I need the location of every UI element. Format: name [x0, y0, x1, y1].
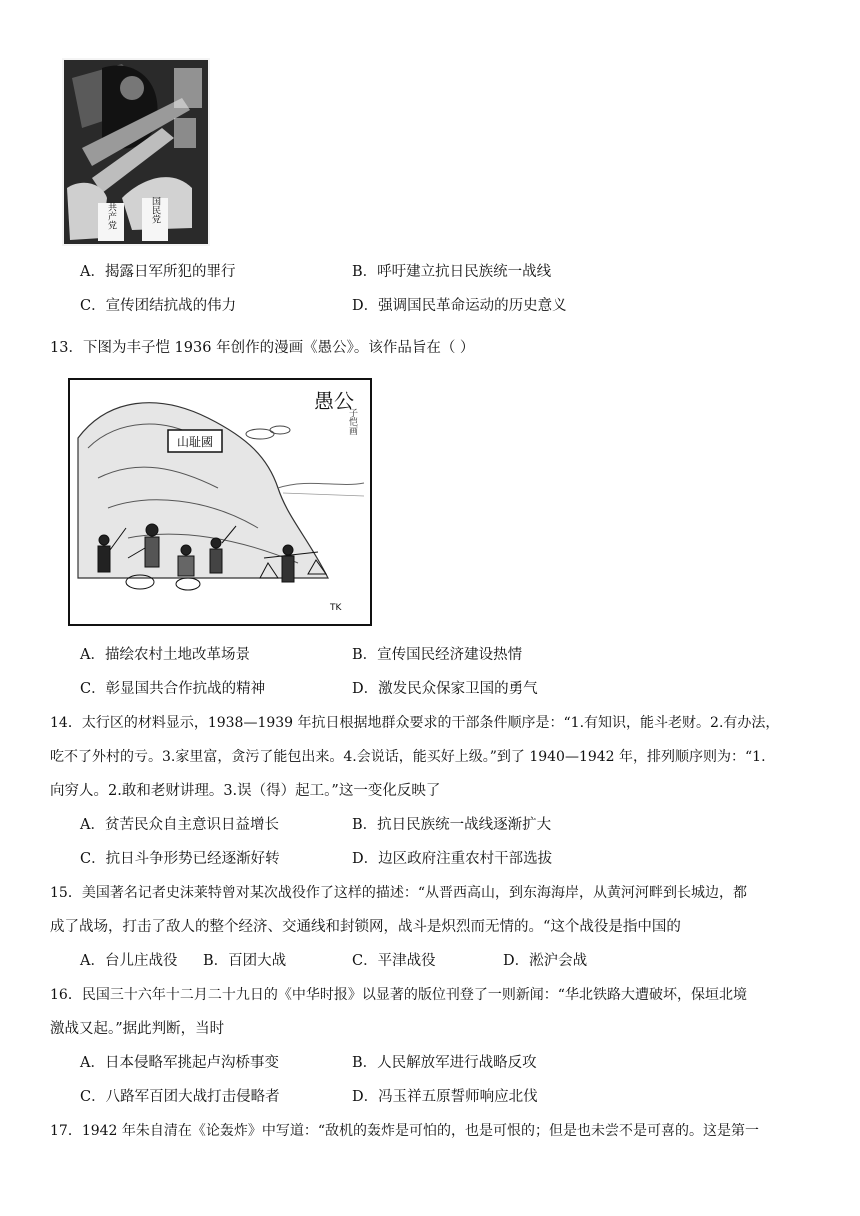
q14-option-b: B．抗日民族统一战线逐渐扩大: [352, 817, 552, 833]
q12-option-d: D．强调国民革命运动的历史意义: [352, 298, 567, 314]
q14-option-a: A．贫苦民众自主意识日益增长: [80, 817, 279, 833]
q12-option-b: B．呼吁建立抗日民族统一战线: [352, 264, 552, 280]
q14-stem-line2: 吃不了外村的亏。3.家里富，贪污了能包出来。4.会说话，能买好上级。”到了 1940—1942 年，排列顺序则为：“1.: [50, 749, 766, 765]
q14-stem-line1: 14．太行区的材料显示，1938—1939 年抗日根据地群众要求的干部条件顺序是：“1.有知识，能斗老财。2.有办法，: [50, 715, 780, 731]
cartoon-title: 愚公: [314, 389, 354, 413]
q13-stem: 13．下图为丰子恺 1936 年创作的漫画《愚公》。该作品旨在（ ）: [50, 340, 475, 356]
q15-option-a: A．台儿庄战役: [80, 953, 178, 969]
q12-option-a: A．揭露日军所犯的罪行: [80, 264, 236, 280]
q14-option-c: C．抗日斗争形势已经逐渐好转: [80, 851, 280, 867]
q13-option-d: D．激发民众保家卫国的勇气: [352, 681, 538, 697]
q16-stem-line1: 16．民国三十六年十二月二十九日的《中华时报》以显著的版位刊登了一则新闻：“华北铁路大遭破坏，保垣北境: [50, 987, 747, 1003]
poster-label-left: 共产党: [106, 202, 116, 230]
q17-stem-line1: 17．1942 年朱自清在《论轰炸》中写道：“敌机的轰炸是可怕的，也是可恨的；但是也未尝不是可喜的。这是第一: [50, 1123, 760, 1139]
cartoon-signature: 子恺画: [347, 408, 357, 435]
cartoon-corner-mark: TK: [330, 603, 342, 613]
q15-option-d: D．淞沪会战: [503, 953, 588, 969]
q16-option-d: D．冯玉祥五原誓师响应北伐: [352, 1089, 538, 1105]
q13-option-b: B．宣传国民经济建设热情: [352, 647, 523, 663]
q12-poster-image: [62, 58, 210, 246]
q13-option-a: A．描绘农村土地改革场景: [80, 647, 250, 663]
poster-label-right: 国民党: [150, 196, 160, 224]
q13-option-c: C．彰显国共合作抗战的精神: [80, 681, 266, 697]
q16-option-c: C．八路军百团大战打击侵略者: [80, 1089, 280, 1105]
q15-option-b: B．百团大战: [203, 953, 287, 969]
cartoon-sign-board: 山耻國: [176, 435, 214, 449]
q15-stem-line1: 15．美国著名记者史沫莱特曾对某次战役作了这样的描述：“从晋西高山，到东海海岸，从黄河河畔到长城边，都: [50, 885, 747, 901]
q14-option-d: D．边区政府注重农村干部选拔: [352, 851, 553, 867]
q13-cartoon-image: [68, 378, 372, 626]
q14-stem-line3: 向穷人。2.敢和老财讲理。3.误（得）起工。”这一变化反映了: [50, 783, 441, 799]
q16-option-a: A．日本侵略军挑起卢沟桥事变: [80, 1055, 279, 1071]
q16-option-b: B．人民解放军进行战略反攻: [352, 1055, 537, 1071]
q15-stem-line2: 成了战场，打击了敌人的整个经济、交通线和封锁网，战斗是炽烈而无情的。“这个战役是指中国的: [50, 919, 681, 935]
q15-option-c: C．平津战役: [352, 953, 436, 969]
q12-option-c: C．宣传团结抗战的伟力: [80, 298, 237, 314]
q16-stem-line2: 激战又起。”据此判断，当时: [50, 1021, 225, 1037]
